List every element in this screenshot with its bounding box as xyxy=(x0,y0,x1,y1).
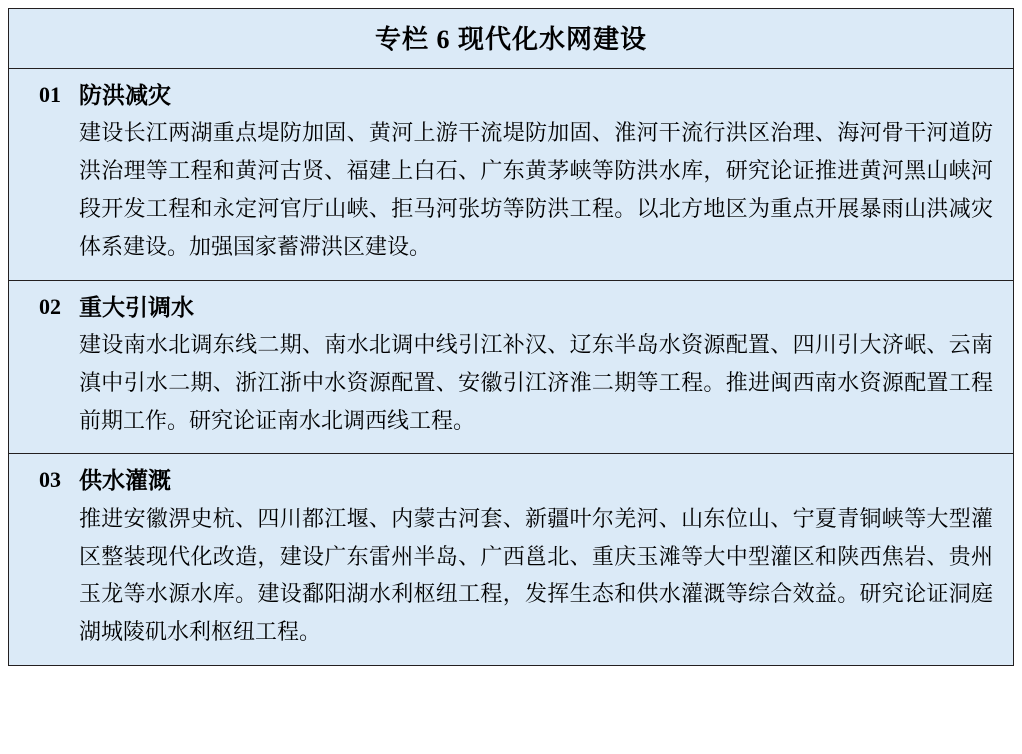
entry-body: 建设长江两湖重点堤防加固、黄河上游干流堤防加固、淮河干流行洪区治理、海河骨干河道防洪治理等工程和黄河古贤、福建上白石、广东黄茅峡等防洪水库，研究论证推进黄河黑山峡河段开发工程和永定河官厅山峡、拒马河张坊等防洪工程。以北方地区为重点开展暴雨山洪减灾体系建设。加强国家蓄滞洪区建设。 xyxy=(79,120,993,259)
entry-header xyxy=(27,464,995,497)
feature-box xyxy=(8,8,1014,666)
entry-number: 02 xyxy=(39,293,61,319)
list-item xyxy=(9,454,1013,665)
entry-heading: 防洪减灾 xyxy=(79,83,171,108)
entry-header xyxy=(27,79,995,112)
box-title-bar xyxy=(9,9,1013,69)
entry-body: 建设南水北调东线二期、南水北调中线引江补汉、辽东半岛水资源配置、四川引大济岷、云南滇中引水二期、浙江浙中水资源配置、安徽引江济淮二期等工程。推进闽西南水资源配置工程前期工作。研究论证南水北调西线工程。 xyxy=(79,332,993,433)
entry-heading: 重大引调水 xyxy=(79,294,194,320)
list-item xyxy=(9,69,1013,281)
entry-number: 03 xyxy=(39,467,61,493)
entry-header xyxy=(27,291,995,324)
entry-heading: 供水灌溉 xyxy=(79,468,171,494)
entry-body: 推进安徽淠史杭、四川都江堰、内蒙古河套、新疆叶尔羌河、山东位山、宁夏青铜峡等大型灌区整装现代化改造，建设广东雷州半岛、广西邕北、重庆玉滩等大中型灌区和陕西焦岩、贵州玉龙等水源水库。建设鄱阳湖水利枢纽工程，发挥生态和供水灌溉等综合效益。研究论证洞庭湖城陵矶水利枢纽工程。 xyxy=(79,505,993,645)
page-title: 专栏 6 现代化水网建设 xyxy=(374,25,647,54)
entry-number: 01 xyxy=(39,82,61,107)
list-item xyxy=(9,281,1013,455)
